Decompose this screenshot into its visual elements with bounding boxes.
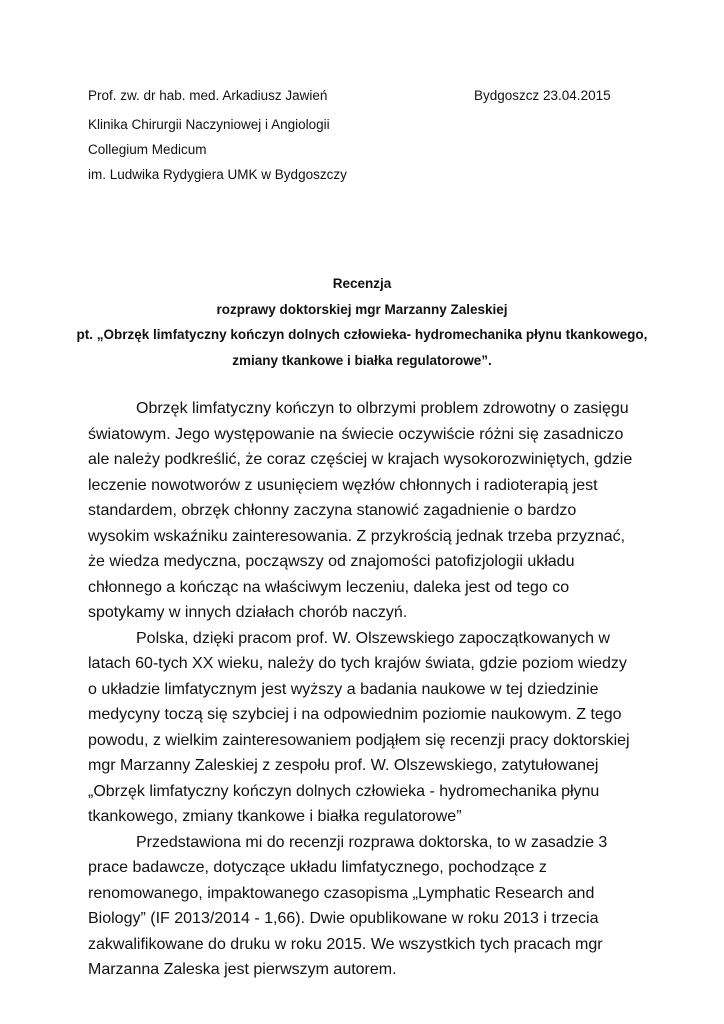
dissertation-title-line2: zmiany tkankowe i białka regulatorowe”. [232, 353, 492, 368]
paragraph-2: Polska, dzięki pracom prof. W. Olszewskiego zapoczątkowanych w latach 60-tych XX wieku, należy do tych krajów świata, gdzie poziom wiedzy o układzie limfatycznym jest wyższy a badania naukowe w tej dziedzinie medycyny toczą się szybciej i na odpowiednim poziomie naukowym. Z tego powodu, z wielkim zainteresowaniem podjąłem się recenzji pracy doktorskiej mgr Marzanny Zaleskiej z zespołu prof. W. Olszewskiego, zatytułowanej „Obrzęk limfatyczny kończyn dolnych człowieka - hydromechanika płynu tkankowego, zmiany tkankowe i białka regulatorowe” [88, 629, 630, 825]
department-line: Klinika Chirurgii Naczyniowej i Angiologii [88, 117, 330, 132]
date-line: Bydgoszcz 23.04.2015 [474, 88, 611, 103]
review-body [88, 396, 636, 983]
paragraph-3: Przedstawiona mi do recenzji rozprawa doktorska, to w zasadzie 3 prace badawcze, dotyczące układu limfatycznego, pochodzące z renomowanego, impaktowanego czasopisma „Lymphatic Research and Biology” (IF 2013/2014 - 1,66). Dwie opublikowane w roku 2013 i trzecia zakwalifikowane do druku w roku 2015. We wszystkich tych pracach mgr Marzanna Zaleska jest pierwszym autorem. [88, 833, 608, 978]
dissertation-line: rozprawy doktorskiej mgr Marzanny Zaleskiej [216, 302, 508, 317]
paragraph-1: Obrzęk limfatyczny kończyn to olbrzymi problem zdrowotny o zasięgu światowym. Jego występowanie na świecie oczywiście różni się zasadniczo ale należy podkreślić, że coraz częściej w krajach wysokorozwiniętych, gdzie leczenie nowotworów z usunięciem węzłów chłonnych i radioterapią jest standardem, obrzęk chłonny zaczyna stanowić zagadnienie o bardzo wysokim wskaźniku zainteresowania. Z przykrością jednak trzeba przyznać, że wiedza medyczna, począwszy od znajomości patofizjologii układu chłonnego a kończąc na właściwym leczeniu, daleka jest od tego co spotykamy w innych działach chorób naczyń. [88, 400, 633, 621]
university-line: im. Ludwika Rydygiera UMK w Bydgoszczy [88, 167, 347, 182]
review-title: Recenzja [332, 276, 392, 291]
author-line: Prof. zw. dr hab. med. Arkadiusz Jawień [88, 88, 328, 103]
college-line: Collegium Medicum [88, 142, 207, 157]
dissertation-title-line1: pt. „Obrzęk limfatyczny kończyn dolnych człowieka- hydromechanika płynu tkankowego, [76, 327, 648, 342]
